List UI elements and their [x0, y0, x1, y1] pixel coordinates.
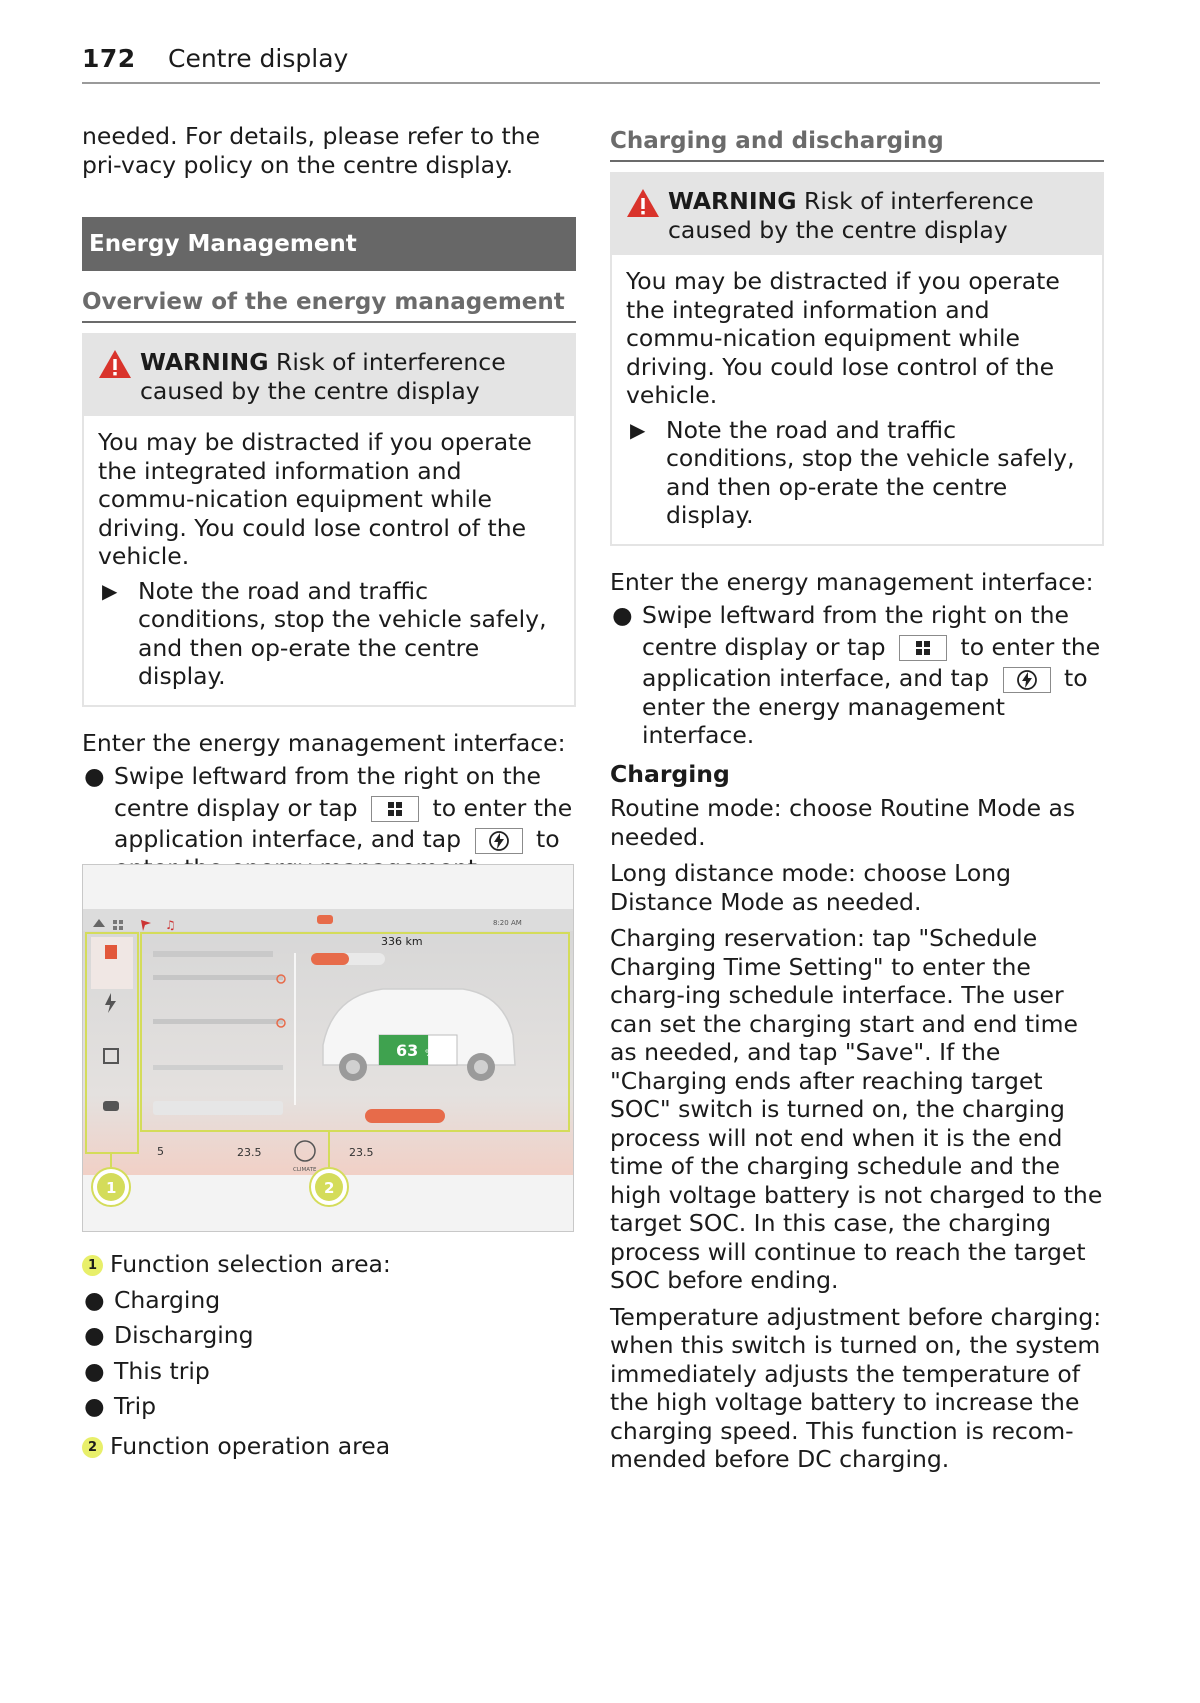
bullet-line-b1: centre display or tap	[114, 793, 358, 822]
charging-nav-icon	[105, 945, 117, 959]
subsection-title: Overview of the energy management	[82, 279, 576, 323]
climate-label: CLIMATE	[293, 1167, 317, 1173]
enter-instruction: Enter the energy management interface:	[610, 567, 1094, 596]
app-grid-icon	[900, 636, 946, 660]
start-charging-button[interactable]	[365, 1109, 445, 1123]
energy-button[interactable]	[1003, 667, 1051, 693]
list-item-text: Trip	[114, 1392, 157, 1420]
clock-text: 8:20 AM	[493, 919, 522, 927]
centre-display-illustration	[83, 865, 573, 1231]
warning-title: Risk of interference caused by the centre display	[140, 348, 506, 405]
warning-step-text: Note the road and traffic conditions, stop the vehicle safely, and then op-erate the centre display.	[138, 576, 547, 690]
temp-right: 23.5	[349, 1146, 374, 1159]
bullet-dot: ●	[612, 601, 633, 629]
legend-item-2	[82, 1432, 576, 1461]
warning-body	[612, 255, 1102, 544]
app-grid-button[interactable]	[371, 796, 419, 822]
bullet-line-d: enter the energy management interface.	[642, 692, 1005, 749]
app-grid-icon	[372, 797, 418, 821]
legend-item-1	[82, 1250, 576, 1279]
bullet-line-a: Swipe leftward from the right on the	[642, 601, 1070, 629]
bullet-line-c2: to	[536, 825, 560, 853]
intro-text: needed. For details, please refer to the pri-vacy policy on the centre display.	[82, 122, 541, 179]
warning-title: Risk of interference caused by the centre display	[668, 187, 1034, 244]
legend-number-1: 1	[82, 1255, 103, 1276]
legend-text-1: Function selection area:	[110, 1250, 391, 1278]
music-icon	[165, 918, 176, 932]
bullet-line-c1: application interface, and tap	[642, 664, 990, 692]
warning-text: You may be distracted if you operate the integrated information and commu-nication equipment while driving. You could lose control of the vehicle.	[98, 428, 532, 570]
bullet-line-c2: to	[1064, 664, 1088, 692]
lightning-icon	[1004, 668, 1050, 692]
bullet-line-c1: application interface, and tap	[114, 825, 462, 853]
left-column	[82, 122, 576, 911]
figure-legend	[82, 1250, 576, 1460]
list-item-text: Discharging	[114, 1321, 254, 1349]
section-title: Energy Management	[82, 217, 576, 271]
temp-left: 23.5	[237, 1146, 262, 1159]
warning-triangle-icon	[626, 188, 660, 218]
bullet-dot: ●	[84, 762, 105, 790]
list-item: ● Trip	[84, 1392, 157, 1420]
list-item: ● Charging	[84, 1285, 221, 1314]
warning-label: WARNING	[140, 348, 269, 376]
warning-step	[626, 416, 1088, 530]
enter-instruction: Enter the energy management interface:	[82, 728, 566, 757]
legend-text-2: Function operation area	[110, 1431, 391, 1460]
bullet-line-a: Swipe leftward from the right on the	[114, 762, 542, 790]
warning-header	[612, 174, 1102, 255]
lightning-icon	[476, 829, 522, 853]
list-item-text: This trip	[114, 1356, 210, 1385]
svg-text:♫: ♫	[165, 918, 176, 932]
warning-box	[82, 333, 576, 707]
charging-reservation-text: Charging reservation: tap "Schedule Charging Time Setting" to enter the charg-ing schedule interface. The user can set the charging start and end time as needed, and tap "Save". If the "Charging ends after reaching target SOC" switch is turned on, the charging process will not end when it is the end time of the charging schedule and the high voltage battery is not charged to the target SOC. In this case, the charging process will continue to reach the target SOC before ending.	[610, 924, 1103, 1294]
soc-unit: %	[425, 1049, 434, 1059]
warning-step	[98, 577, 560, 691]
charging-heading: Charging	[610, 759, 730, 788]
running-header-title: Centre display	[168, 44, 349, 73]
instruction-bullet	[610, 601, 1104, 750]
range-text: 336 km	[381, 935, 423, 948]
warning-body	[84, 416, 574, 705]
subsection-title: Charging and discharging	[610, 118, 1104, 162]
callout-1: 1	[106, 1179, 117, 1197]
long-distance-text: Long distance mode: choose Long Distance Mode as needed.	[610, 859, 1012, 916]
legend-number-2: 2	[82, 1437, 103, 1458]
header-divider	[82, 82, 1100, 84]
routine-mode-text: Routine mode: choose Routine Mode as needed.	[610, 794, 1076, 851]
fan-speed: 5	[157, 1145, 164, 1158]
warning-header	[84, 335, 574, 416]
list-item: ● This trip	[84, 1356, 210, 1385]
bullet-line-b1: centre display or tap	[642, 632, 886, 661]
list-item-text: Charging	[114, 1285, 221, 1314]
temperature-adjustment-text: Temperature adjustment before charging: when this switch is turned on, the system immediately adjusts the temperature of the high voltage battery to increase the charging speed. This function is recom-mended before DC charging.	[610, 1302, 1102, 1473]
energy-management-screenshot	[82, 864, 574, 1232]
warning-step-text: Note the road and traffic conditions, stop the vehicle safely, and then op-erate the centre display.	[666, 415, 1075, 529]
step-arrow-icon: ▶	[102, 578, 118, 603]
warning-triangle-icon	[98, 349, 132, 379]
warning-label: WARNING	[668, 187, 797, 215]
bullet-line-b2: to enter the	[960, 632, 1101, 661]
energy-button[interactable]	[475, 828, 523, 854]
trip-nav-icon	[103, 1101, 119, 1111]
soc-value: 63	[396, 1041, 419, 1060]
page-number: 172	[82, 44, 136, 73]
list-item: ● Discharging	[84, 1321, 254, 1349]
bullet-line-b2: to enter the	[432, 793, 573, 822]
warning-text: You may be distracted if you operate the integrated information and commu-nication equipment while driving. You could lose control of the vehicle.	[626, 267, 1060, 409]
right-column	[610, 118, 1104, 1474]
step-arrow-icon: ▶	[630, 417, 646, 442]
app-grid-button[interactable]	[899, 635, 947, 661]
warning-box	[610, 172, 1104, 546]
callout-2: 2	[324, 1179, 335, 1197]
